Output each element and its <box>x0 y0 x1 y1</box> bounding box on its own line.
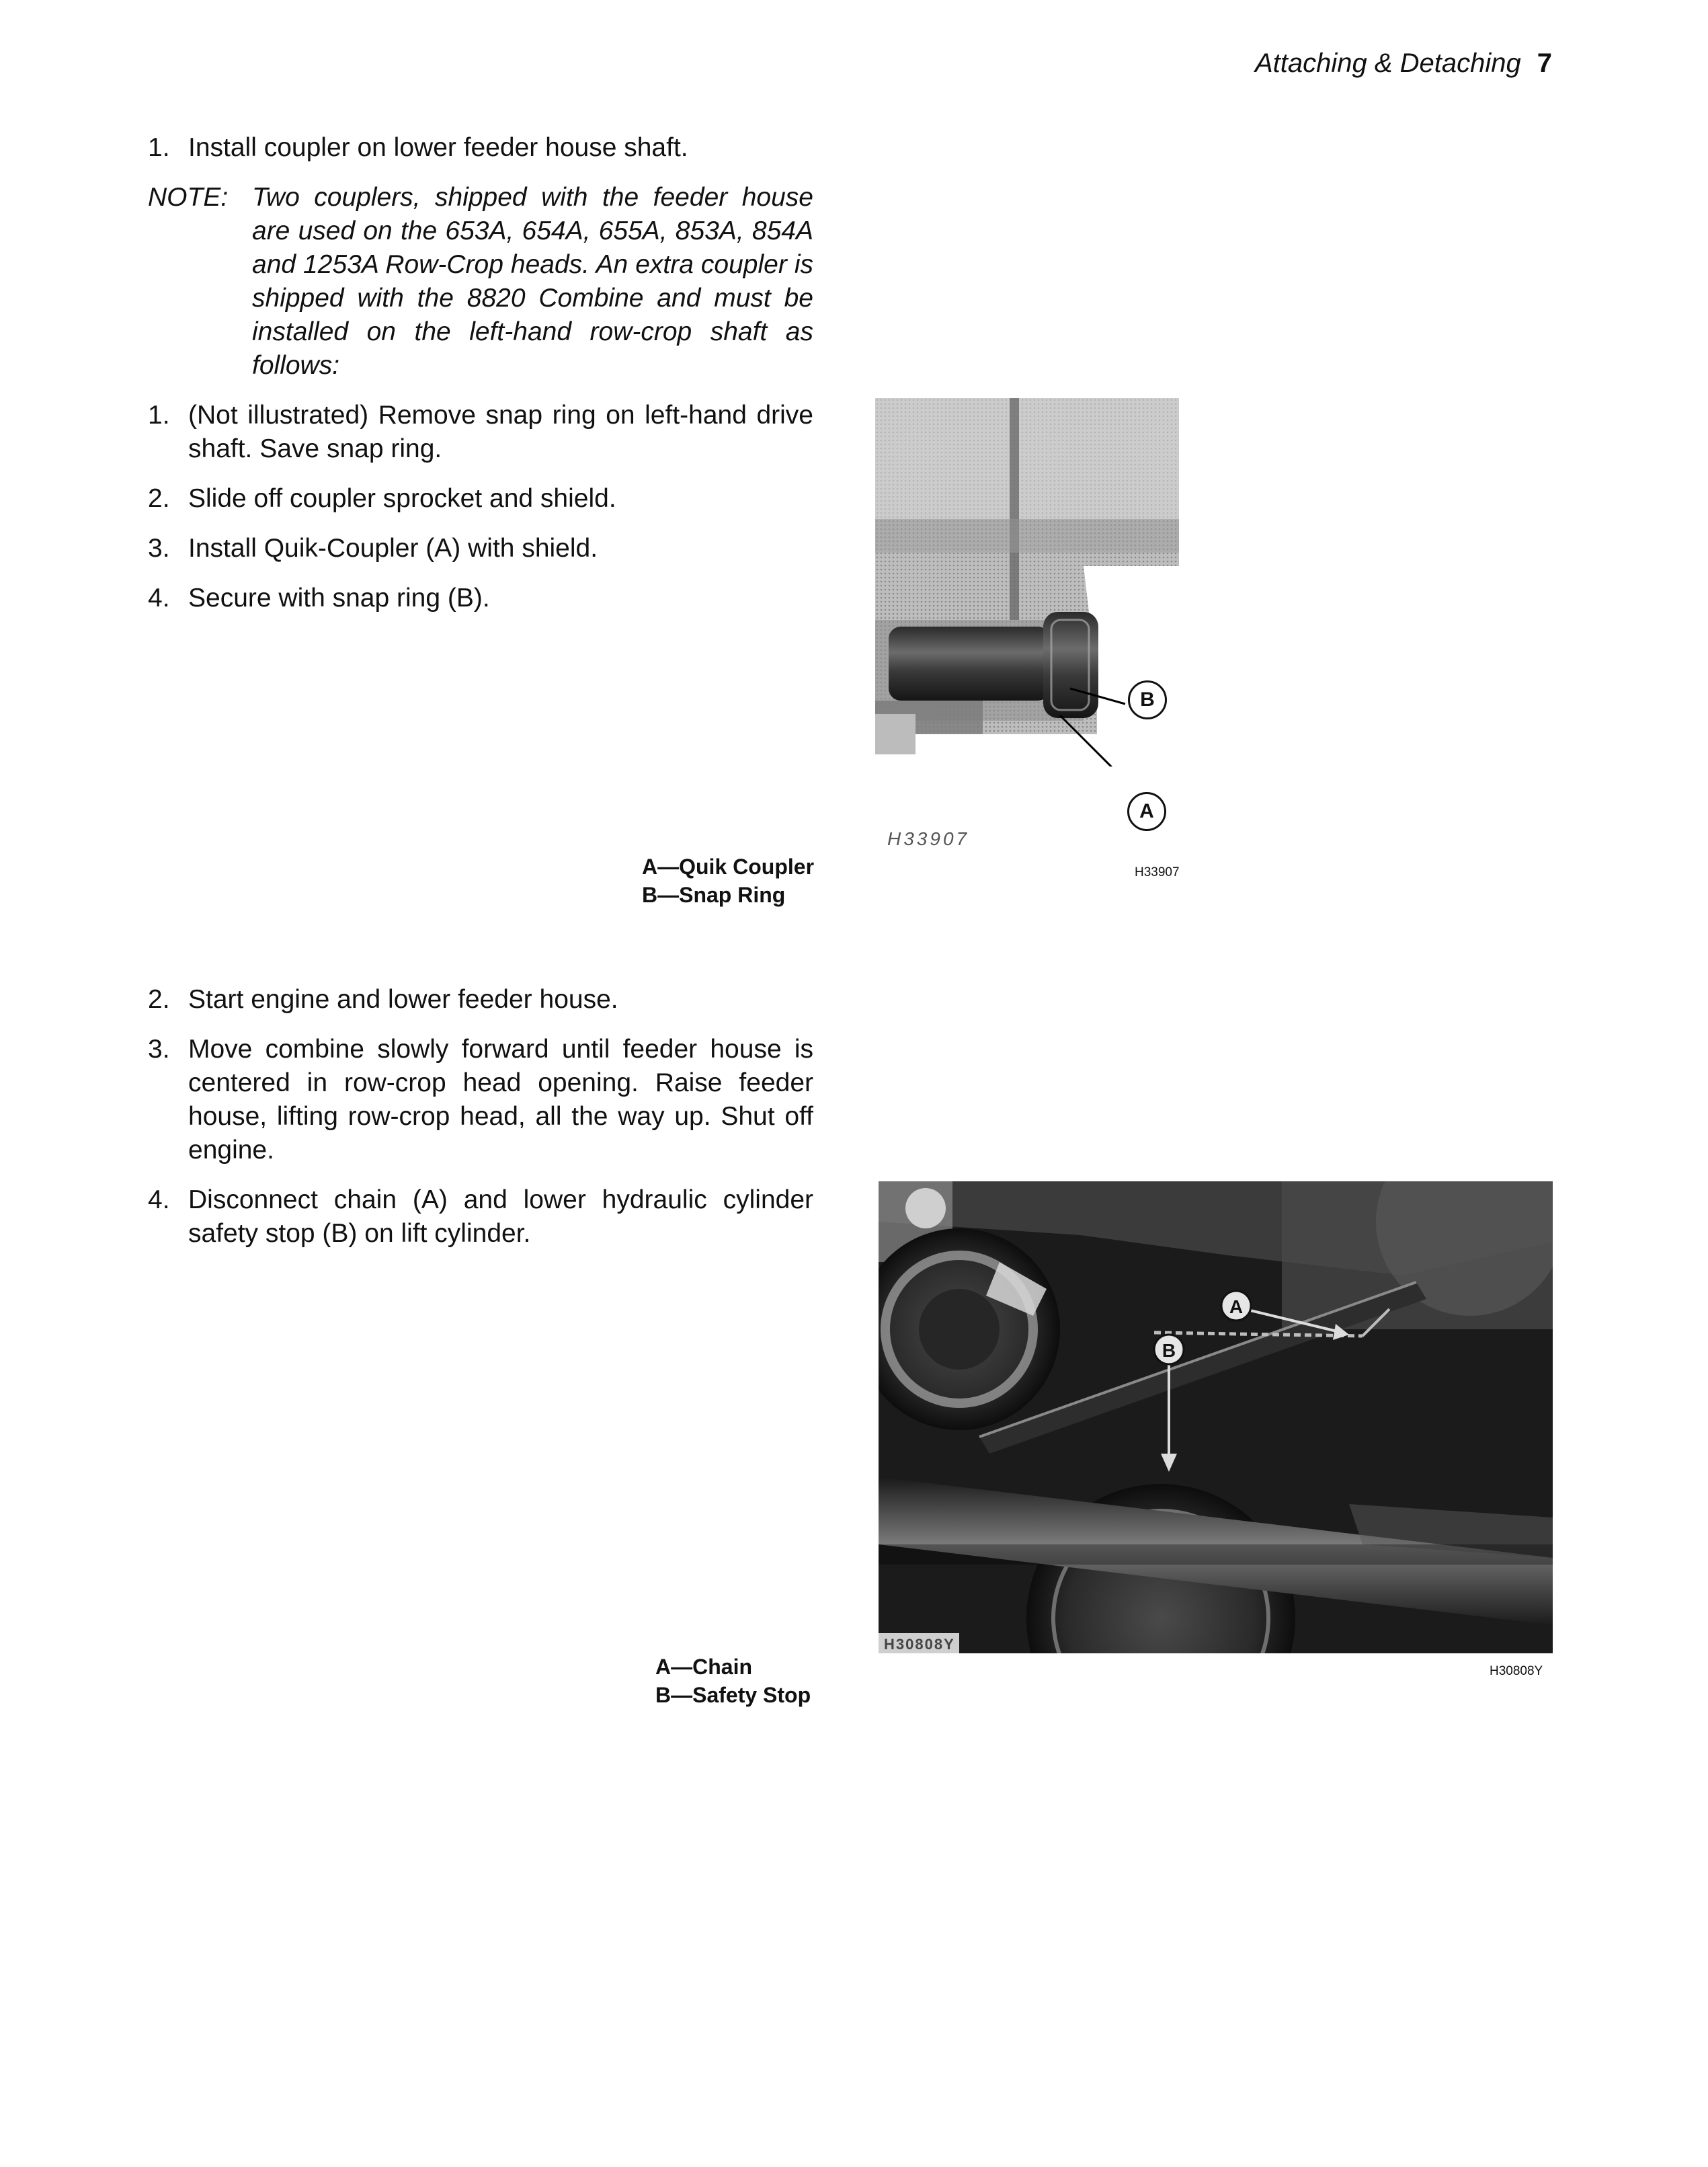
step-text: (Not illustrated) Remove snap ring on left-hand drive shaft. Save snap ring. <box>188 401 813 463</box>
figure2-legend <box>655 1653 811 1709</box>
step-number: 1. <box>148 401 170 430</box>
instructions-bottom <box>148 983 813 1251</box>
substep-4 <box>148 582 813 615</box>
step-text: Move combine slowly forward until feeder house is centered in row-crop head opening. Raise feeder house, lifting row-crop head, all the way up. Shut off engine. <box>188 1035 813 1165</box>
substep-3 <box>148 532 813 565</box>
note-block <box>148 181 813 383</box>
instructions-top <box>148 131 813 615</box>
step-2 <box>148 983 813 1017</box>
legend-item-b: B—Snap Ring <box>642 883 786 907</box>
substep-1 <box>148 399 813 466</box>
page-header <box>1255 48 1552 79</box>
step-number: 2. <box>148 484 170 513</box>
callout-b-text: B <box>1162 1340 1176 1361</box>
step-number: 2. <box>148 985 170 1014</box>
step-text: Install coupler on lower feeder house shaft. <box>188 133 688 162</box>
note-text: Two couplers, shipped with the feeder house are used on the 653A, 654A, 655A, 853A, 854A and 1253A Row-Crop heads. An extra coupler is shipped with the 8820 Combine and must be installed on the left-hand row-crop shaft as follows: <box>252 183 813 380</box>
step-number: 4. <box>148 584 170 613</box>
step-1 <box>148 131 813 165</box>
legend-item-b: B—Safety Stop <box>655 1683 811 1707</box>
photo-code: H30808Y <box>884 1636 955 1653</box>
callout-a-badge: A <box>1127 792 1166 831</box>
step-text: Install Quik-Coupler (A) with shield. <box>188 534 598 563</box>
step-number: 4. <box>148 1185 170 1214</box>
step-text: Slide off coupler sprocket and shield. <box>188 484 616 513</box>
callout-b-badge: B <box>1128 680 1167 719</box>
page-number: 7 <box>1537 48 1552 78</box>
legend-item-a: A—Chain <box>655 1655 752 1679</box>
figure-id: H30808Y <box>1490 1664 1543 1678</box>
step-number: 1. <box>148 133 170 162</box>
header-title: Attaching & Detaching <box>1254 48 1521 78</box>
note-label: NOTE: <box>148 183 229 212</box>
step-text: Secure with snap ring (B). <box>188 584 490 613</box>
chain-photo <box>879 1181 1553 1653</box>
photo-code: H33907 <box>887 828 970 849</box>
figure-id: H33907 <box>1135 865 1180 879</box>
step-3 <box>148 1033 813 1167</box>
legend-item-a: A—Quik Coupler <box>642 855 815 879</box>
step-4 <box>148 1183 813 1251</box>
figure1-legend <box>642 853 814 909</box>
step-number: 3. <box>148 1035 170 1064</box>
step-text: Disconnect chain (A) and lower hydraulic cylinder safety stop (B) on lift cylinder. <box>188 1185 813 1248</box>
chain-photo-illustration <box>879 1181 1553 1653</box>
step-number: 3. <box>148 534 170 563</box>
callout-a-text: A <box>1229 1296 1244 1317</box>
step-text: Start engine and lower feeder house. <box>188 985 618 1014</box>
substep-2 <box>148 482 813 516</box>
